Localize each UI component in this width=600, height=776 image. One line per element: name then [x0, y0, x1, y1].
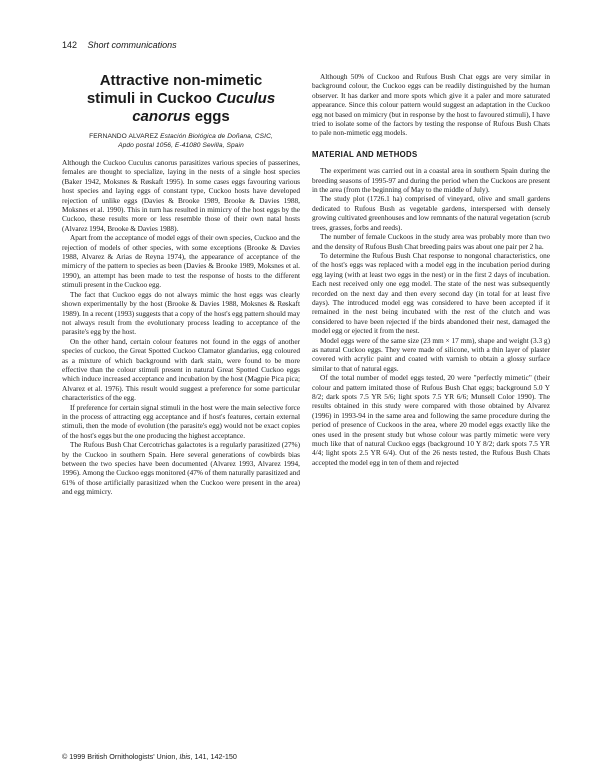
left-column — [62, 72, 300, 497]
paragraph: On the other hand, certain colour features not found in the eggs of another species of cuckoo, the Great Spotted Cuckoo Clamator glandarius, egg coloured as a mixture of which background with dark stain, were found to be more effective than the colour stimuli present in natural Great Spotted Cuckoo eggs which induce increased acceptance and incubation by the host (Magpie Pica pica; Alvarez et al. 1976). This result would suggest a preference for some particular characteristics of the egg. — [62, 336, 300, 403]
right-column — [312, 72, 550, 467]
paragraph: The experiment was carried out in a coastal area in southern Spain during the breeding seasons of 1995-97 and during the period when the Cuckoos are present in the area (from the beginning of May to the middle of July). — [312, 166, 550, 195]
title-species: canorus — [132, 108, 191, 125]
author-name: FERNANDO ALVAREZ — [89, 133, 159, 140]
paragraph: Although 50% of Cuckoo and Rufous Bush Chat eggs are very similar in background colour, the Cuckoo eggs can be readily distinguished by the human observer. It has darker and more spots which give it a paler and more saturated appearance. Since this colour pattern would suggest an adaptation in the Cuckoo egg not based on mimicry (but in response by the host to favoured stimuli), I have tried to isolate some of the factors by testing the response of Rufous Bush Chats to pale non-mimetic egg models. — [312, 72, 550, 138]
title-genus: Cuculus — [216, 90, 276, 107]
author-block — [62, 132, 300, 150]
title-line-1: Attractive non-mimetic — [99, 72, 263, 89]
paragraph: The number of female Cuckoos in the study area was probably more than two and the density of Rufous Bush Chat breeding pairs was about one pair per 2 ha. — [312, 232, 550, 251]
left-body-text — [62, 158, 300, 497]
paragraph: Although the Cuckoo Cuculus canorus parasitizes various species of passerines, females are thought to specialize, laying in the nests of a single host species (Baker 1942, Moksnes & Røskaft 1995). In some cases eggs favouring various host species and laying eggs of constant type, Cuckoo hosts have developed rejection of unlike eggs (Davies & Brooke 1989, Brooke & Davies 1988, Moksnes et al. 1990). This in turn has resulted in mimicry of the host eggs by the Cuckoo, these results more or less resemble those of their own natal hosts (Alvarez 1994, Brooke & Davies 1988). — [62, 158, 300, 233]
author-affiliation-1: Estación Biológica de Doñana, CSIC, — [160, 133, 273, 140]
author-affiliation-2: Apdo postal 1056, E-41080 Sevilla, Spain — [118, 142, 244, 149]
article-title — [62, 72, 300, 126]
page-number: 142 — [62, 40, 78, 50]
paragraph: The study plot (1726.1 ha) comprised of vineyard, olive and small gardens dedicated to Rufous Bush as vegetable gardens, interspersed with densely growing cultivated greenhouses and low remnants of the natural vegetation (scrub trees, grasses, forbs and reeds). — [312, 194, 550, 232]
title-line-3: eggs — [190, 108, 230, 125]
page-footer — [62, 752, 237, 761]
title-line-2: stimuli in Cuckoo — [86, 90, 216, 107]
section-name: Short communications — [87, 40, 177, 50]
paragraph: Model eggs were of the same size (23 mm × 17 mm), shape and weight (3.3 g) as natural Cuckoo eggs. They were made of silicone, with a thin layer of plaster covered with acrylic paint and coated with varnish to obtain a glossy surface similar to that of natural eggs. — [312, 335, 550, 373]
paragraph: If preference for certain signal stimuli in the host were the main selective force in the process of attracting egg acceptance and if host's features, certain external stimuli, then the mode of evolution (the parasite's egg) would not be exact copies of the host's eggs but the one producing the highest acceptance. — [62, 402, 300, 440]
paragraph: Apart from the acceptance of model eggs of their own species, Cuckoo and the rejection of models of other species, with some exceptions (Brooke & Davies 1988, Alvarez & Arias de Reyna 1974), the appearance of acceptance of the mimicry of the pattern to species as been (Davies & Brooke 1989, Moksnes et al. 1990), an attempt has been made to test the response of hosts to the different stimuli present in the Cuckoo egg. — [62, 233, 300, 290]
paragraph: To determine the Rufous Bush Chat response to nongonal characteristics, one of the host's eggs was replaced with a model egg in the incubation period during egg laying (with at least two eggs in the nest) or in the first 2 days of incubation. Each nest received only one egg model. The state of the nest was subsequently recorded on the next day and then every second day (in total for at least five days). The introduced model egg was considered to have been accepted if it remained in the nest being incubated with the rest of the clutch and was considered to have been rejected if the birds abandoned their nest, damaged the model egg or ejected it from the nest. — [312, 250, 550, 336]
journal-citation: , 141, 142-150 — [190, 752, 237, 761]
methods-heading: MATERIAL AND METHODS — [312, 149, 418, 159]
journal-name: Ibis — [179, 752, 191, 761]
right-intro-text — [312, 72, 550, 138]
copyright-text: © 1999 British Ornithologists' Union, — [62, 752, 180, 761]
methods-body-text — [312, 166, 550, 467]
running-head — [62, 40, 177, 50]
paragraph: The fact that Cuckoo eggs do not always mimic the host eggs was clearly shown experimentally by the host (Brooke & Davies 1988, Moksnes & Røskaft 1989). In a recent (1993) suggests that a copy of the host's egg pattern should may not always result from the evolutionary process leading to acceptance of the parasite's egg by the host. — [62, 289, 300, 337]
paragraph: The Rufous Bush Chat Cercotrichas galactotes is a regularly parasitized (27%) by the Cuckoo in southern Spain. Here several generations of cowbirds bias between the two species have been documented (Alvarez 1993, Alvarez 1994, 1996). Among the Cuckoo eggs monitored (47% of them naturally parasitized and 61% of those artificially parasitized when the Cuckoo were present in the area) and egg mimicry. — [62, 440, 300, 497]
paragraph: Of the total number of model eggs tested, 20 were "perfectly mimetic" (their colour and pattern imitated those of Rufous Bush Chat eggs; background 5.0 Y 8/2; dark spots 7.5 YR 5/6; light spots 7.5 YR 6/6; Munsell Color 1990). The results obtained in this study were compared with those obtained by Alvarez (1996) in 1993-94 in the same area and following the same procedure during the period of presence of Cuckoos in the area, where 20 model eggs exactly like the ones used in the present study but whose colour was partly mimetic were very much like that of natural Cuckoo eggs (background 10 Y 8/2; dark spots 7.5 YR 4/4; light spots 2.5 YR 6/4). Out of the 26 nests tested, the Rufous Bush Chats accepted the model egg in ten of them and rejected — [312, 373, 550, 467]
